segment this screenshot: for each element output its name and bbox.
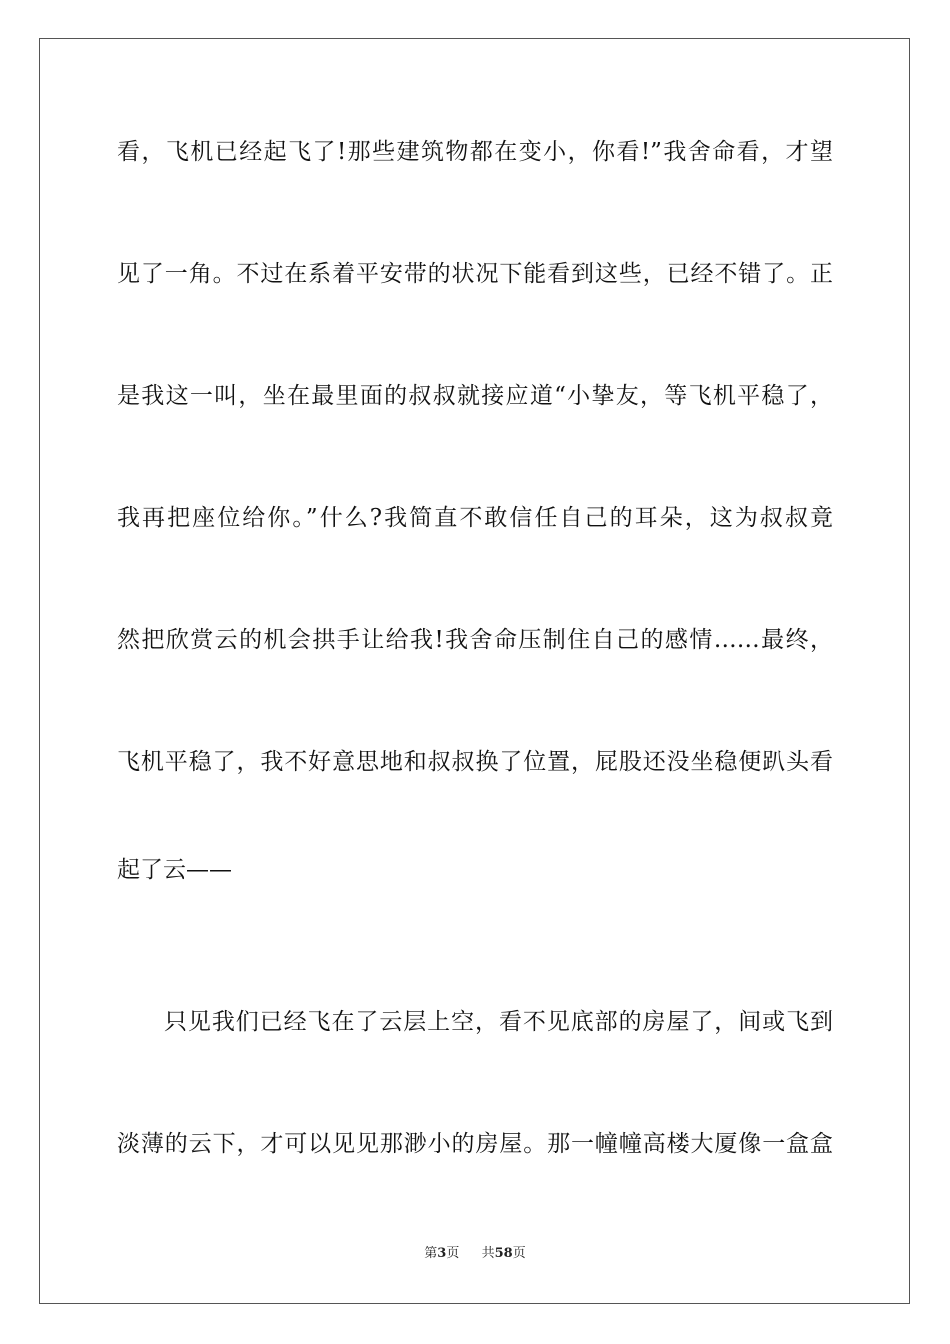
total-prefix: 共 bbox=[481, 1246, 495, 1261]
text-line: 飞机平稳了，我不好意思地和叔叔换了位置，屁股还没坐稳便趴头看 bbox=[117, 749, 833, 775]
total-suffix: 页 bbox=[512, 1246, 526, 1261]
page-suffix: 页 bbox=[446, 1246, 460, 1261]
text-line: 起了云—— bbox=[117, 857, 232, 883]
text-line: 是我这一叫，坐在最里面的叔叔就接应道“小挚友，等飞机平稳了， bbox=[117, 383, 833, 409]
text-line: 然把欣赏云的机会拱手让给我!我舍命压制住自己的感情……最终， bbox=[117, 627, 833, 653]
paragraph-first-line: 只见我们已经飞在了云层上空，看不见底部的房屋了，间或飞到 bbox=[164, 1009, 833, 1035]
total-pages: 58 bbox=[494, 1246, 513, 1261]
page-prefix: 第 bbox=[424, 1246, 438, 1261]
text-line: 我再把座位给你。”什么?我简直不敢信任自己的耳朵，这为叔叔竟 bbox=[117, 505, 833, 531]
text-line: 看，飞机已经起飞了!那些建筑物都在变小，你看!”我舍命看，才望 bbox=[117, 139, 833, 165]
text-line: 见了一角。不过在系着平安带的状况下能看到这些，已经不错了。正 bbox=[117, 261, 833, 287]
page-number: 3 bbox=[437, 1246, 447, 1261]
page-footer bbox=[0, 1245, 950, 1263]
page-border bbox=[39, 38, 910, 1304]
text-line: 淡薄的云下，才可以见见那渺小的房屋。那一幢幢高楼大厦像一盒盒 bbox=[117, 1131, 833, 1157]
